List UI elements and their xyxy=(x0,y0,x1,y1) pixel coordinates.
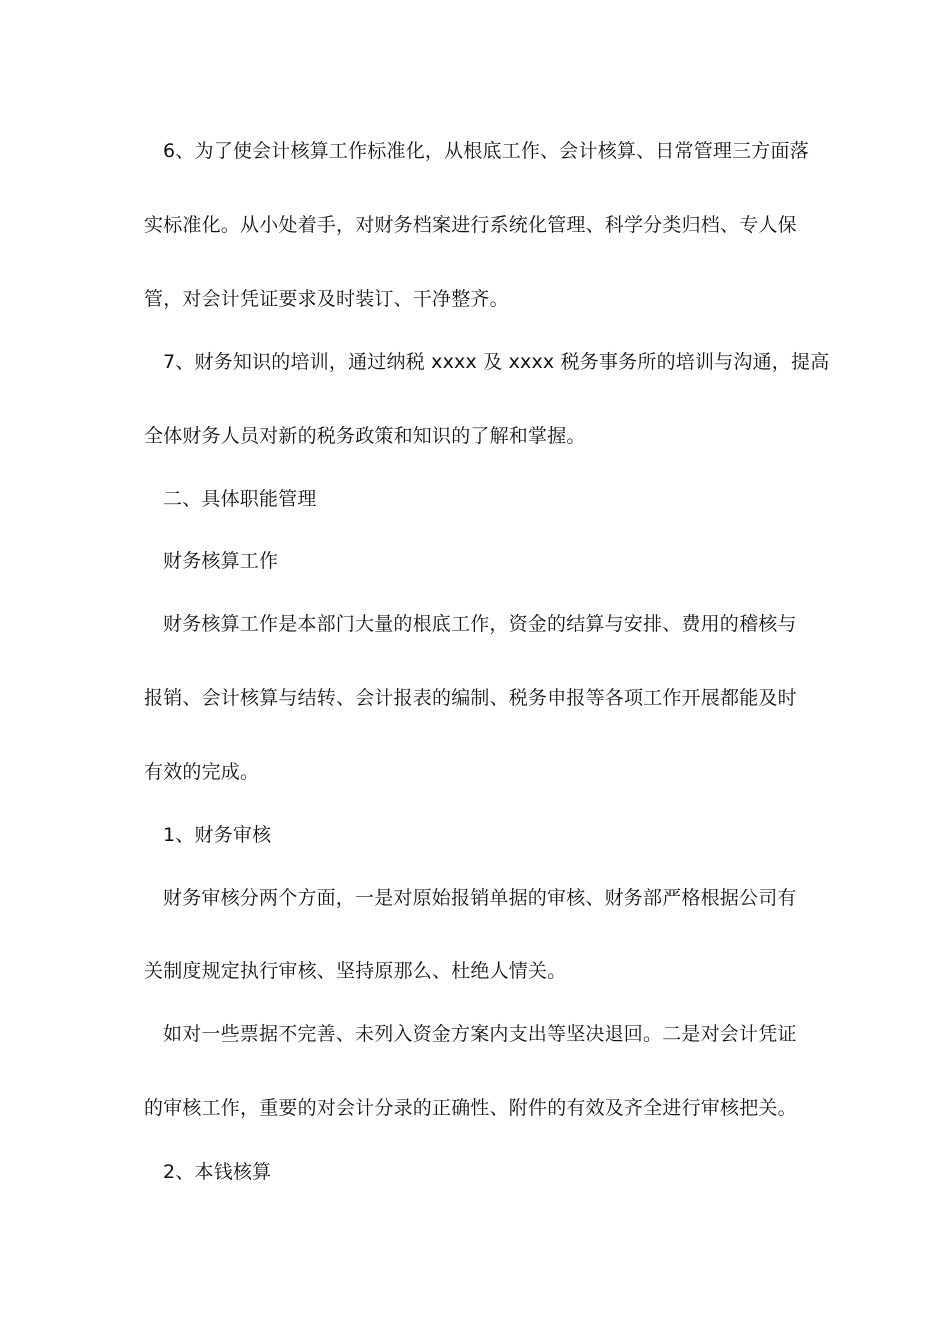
paragraph-line: 关制度规定执行审核、坚持原那么、杜绝人情关。 xyxy=(144,960,567,982)
paragraph-line: 报销、会计核算与结转、会计报表的编制、税务申报等各项工作开展都能及时 xyxy=(144,687,797,709)
paragraph-line: 7、财务知识的培训，通过纳税 xxxx 及 xxxx 税务事务所的培训与沟通，提高 xyxy=(163,351,830,373)
paragraph-line: 有效的完成。 xyxy=(144,761,260,783)
paragraph-line: 管，对会计凭证要求及时装订、干净整齐。 xyxy=(144,288,509,310)
section-heading: 二、具体职能管理 xyxy=(163,488,317,510)
paragraph-line: 如对一些票据不完善、未列入资金方案内支出等坚决退回。二是对会计凭证 xyxy=(163,1023,797,1045)
paragraph-line: 实标准化。从小处着手，对财务档案进行系统化管理、科学分类归档、专人保 xyxy=(144,214,797,236)
item-heading: 1、财务审核 xyxy=(163,824,272,846)
paragraph-line: 财务审核分两个方面，一是对原始报销单据的审核、财务部严格根据公司有 xyxy=(163,887,797,909)
subsection-heading: 财务核算工作 xyxy=(163,550,279,572)
paragraph-line: 全体财务人员对新的税务政策和知识的了解和掌握。 xyxy=(144,425,586,447)
paragraph-line: 财务核算工作是本部门大量的根底工作，资金的结算与安排、费用的稽核与 xyxy=(163,613,797,635)
paragraph-line: 6、为了使会计核算工作标准化，从根底工作、会计核算、日常管理三方面落 xyxy=(163,140,809,162)
paragraph-line: 的审核工作，重要的对会计分录的正确性、附件的有效及齐全进行审核把关。 xyxy=(144,1097,797,1119)
item-heading: 2、本钱核算 xyxy=(163,1161,272,1183)
